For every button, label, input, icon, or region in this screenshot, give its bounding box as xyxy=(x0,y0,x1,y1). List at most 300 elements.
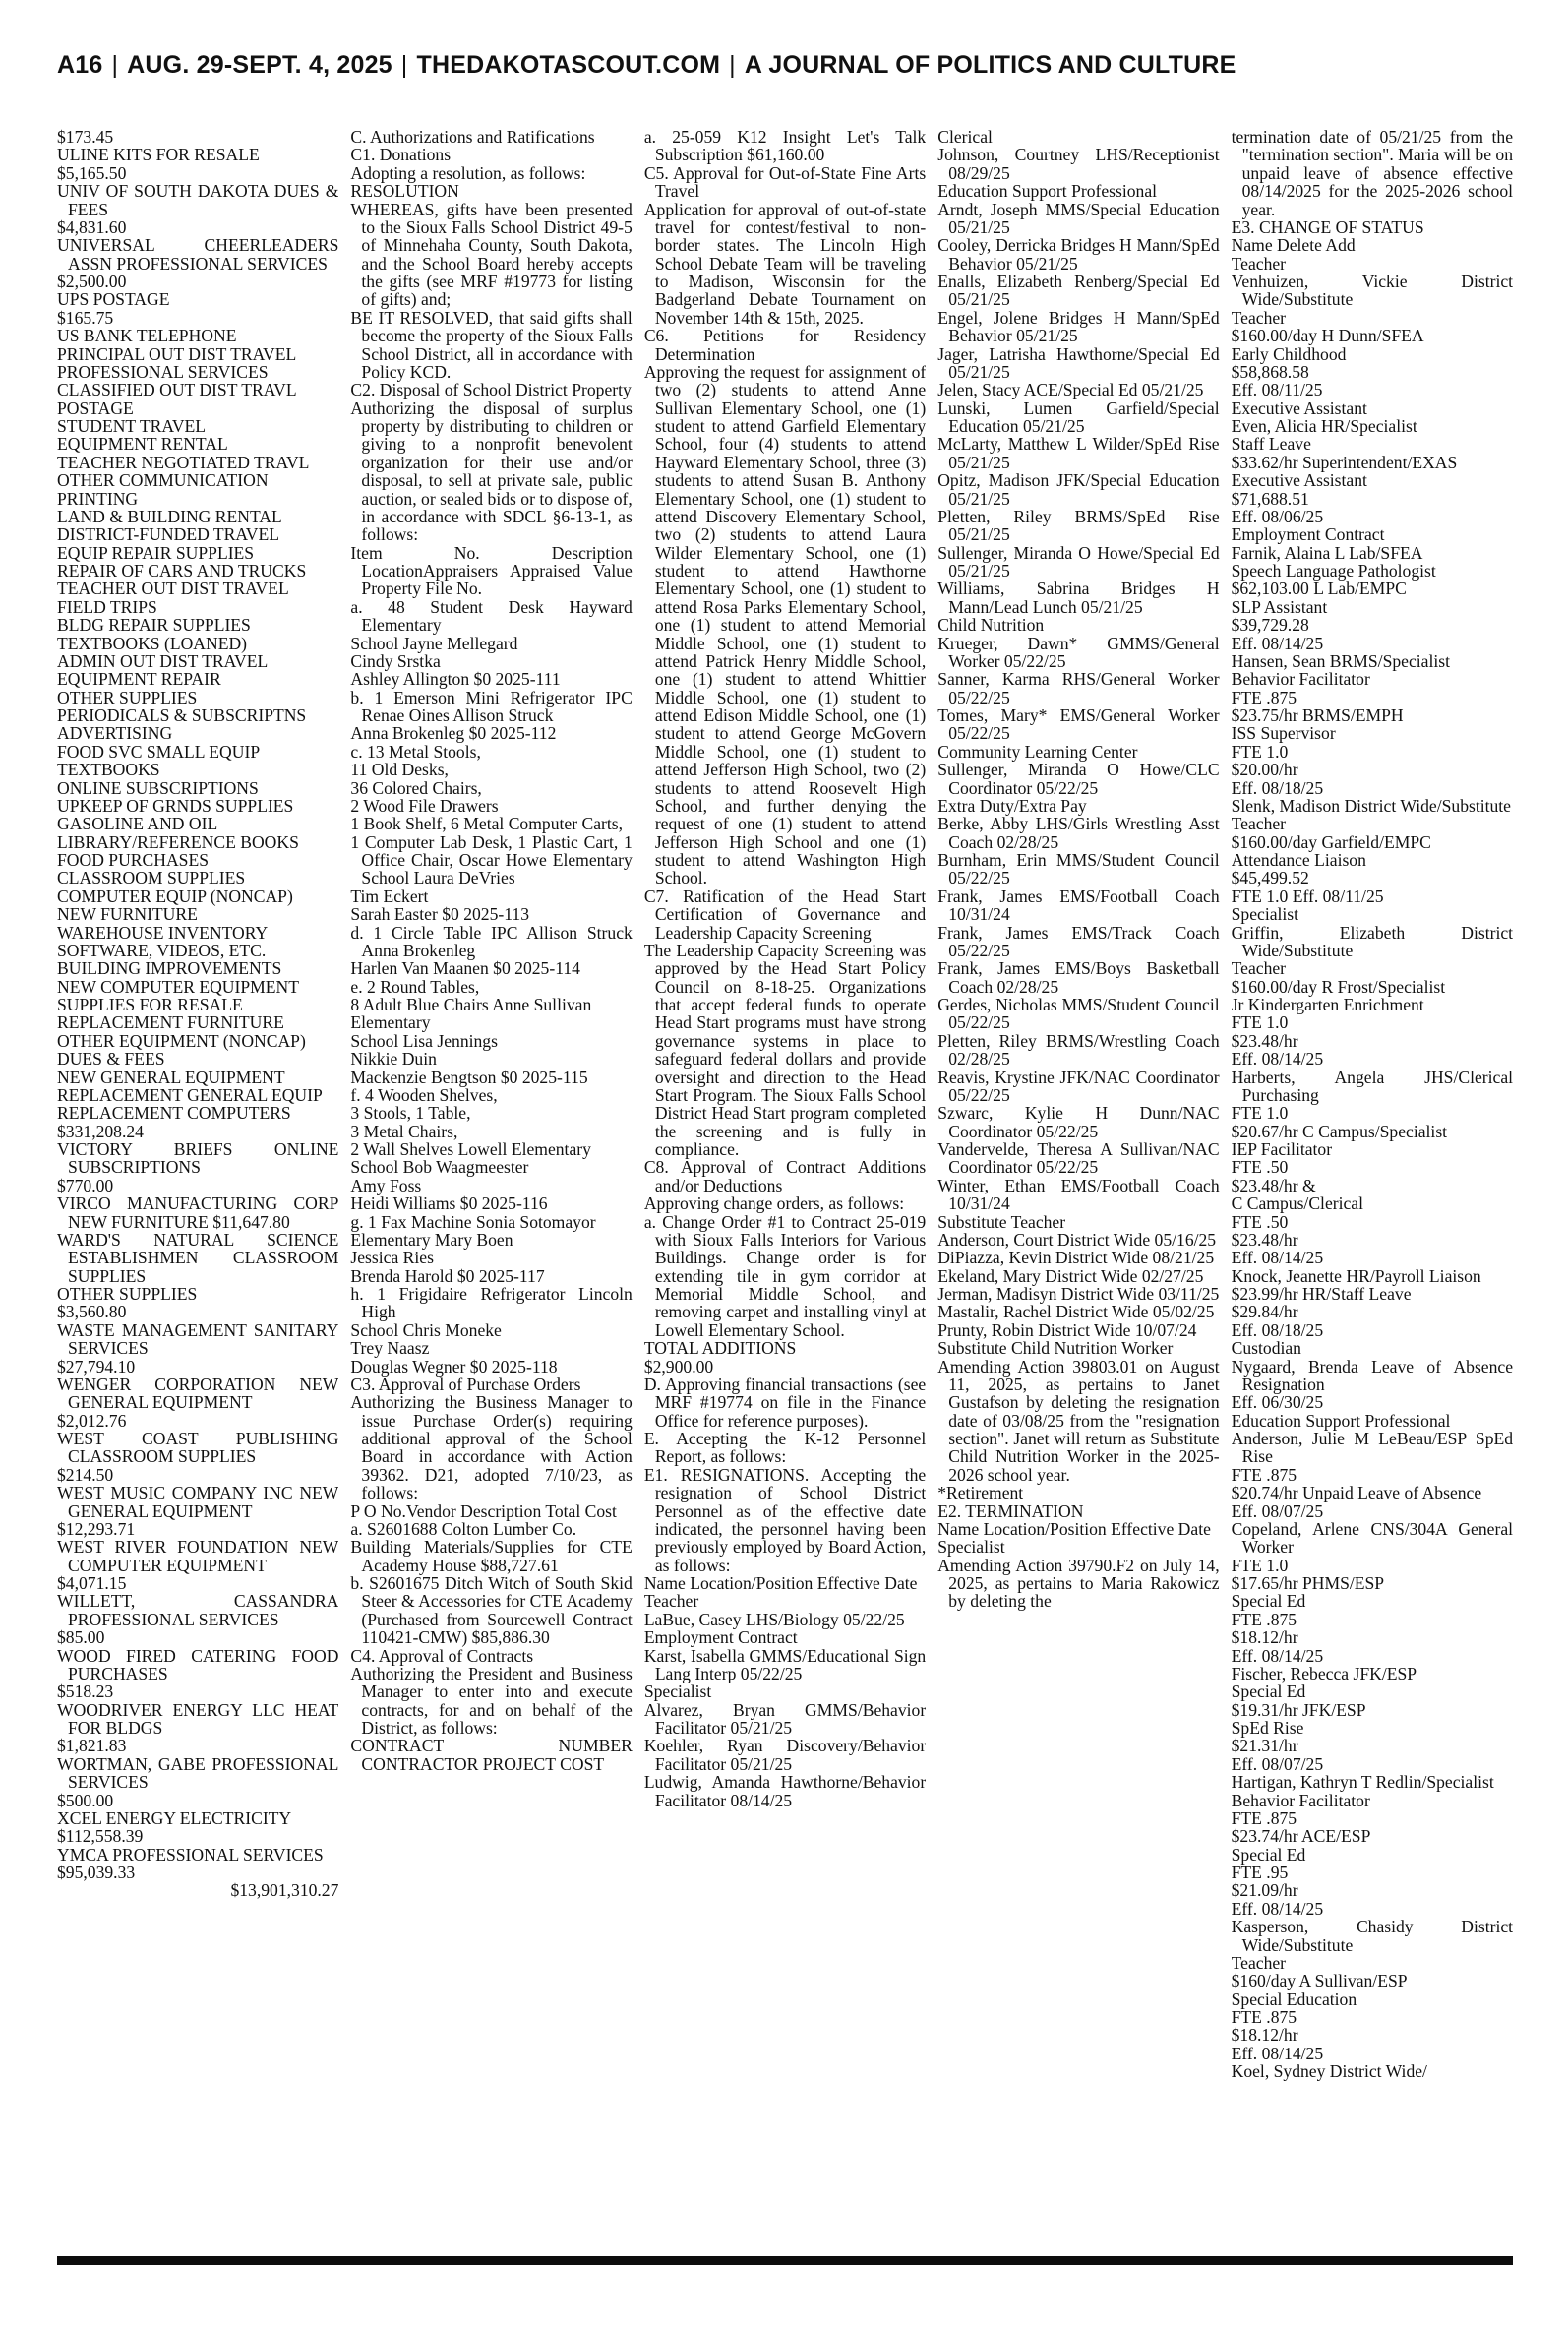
text-line: FTE .875 xyxy=(1231,687,1297,707)
text-line: UPS POSTAGE xyxy=(57,289,170,310)
text-line: Child Nutrition xyxy=(937,615,1045,636)
text-line: Griffin, Elizabeth District Wide/Substitute xyxy=(1231,922,1514,960)
text-line: b. 1 Emerson Mini Refrigerator IPC Renae Oines Allison Struck xyxy=(350,687,633,725)
text-line: Special Ed xyxy=(1231,1682,1306,1702)
text-line: Opitz, Madison JFK/Special Education 05/21/25 xyxy=(937,470,1220,509)
text-line: 3 Stools, 1 Table, xyxy=(350,1103,471,1124)
text-line: Amending Action 39803.01 on August 11, 2025, as pertains to Janet Gustafson by deleting the resignation date of 03/08/25 from the "resignation section". Janet will return as Substitute Child Nutrition Worker in the 2025-2026 school year. xyxy=(937,1356,1220,1485)
text-line: YMCA PROFESSIONAL SERVICES xyxy=(57,1844,324,1865)
text-line: School Lisa Jennings xyxy=(350,1030,498,1051)
text-line: $160.00/day H Dunn/SFEA xyxy=(1231,326,1424,346)
text-line: FTE 1.0 xyxy=(1231,1012,1289,1033)
text-line: DiPiazza, Kevin District Wide 08/21/25 xyxy=(937,1248,1215,1268)
text-line: Specialist xyxy=(1231,904,1299,925)
text-line: WENGER CORPORATION NEW GENERAL EQUIPMENT xyxy=(57,1374,339,1413)
text-line: Szwarc, Kylie H Dunn/NAC Coordinator 05/22/25 xyxy=(937,1103,1220,1141)
text-line: E. Accepting the K-12 Personnel Report, as follows: xyxy=(643,1429,927,1467)
text-line: Jager, Latrisha Hawthorne/Special Ed 05/21/25 xyxy=(937,343,1220,382)
text-line: Eff. 08/18/25 xyxy=(1231,1319,1324,1340)
text-line: Alvarez, Bryan GMMS/Behavior Facilitator 05/21/25 xyxy=(643,1699,927,1738)
text-line: $12,293.71 xyxy=(57,1518,136,1539)
text-line: School Bob Waagmeester xyxy=(350,1157,529,1178)
text-line: BE IT RESOLVED, that said gifts shall become the property of the Sioux Falls School District, all in accordance with Policy KCD. xyxy=(350,307,633,382)
text-line: Eff. 08/07/25 xyxy=(1231,1500,1324,1521)
text-line: Nikkie Duin xyxy=(350,1049,437,1070)
text-line: ULINE KITS FOR RESALE xyxy=(57,145,260,165)
text-line: $58,868.58 xyxy=(1231,361,1309,382)
page-header xyxy=(57,51,1513,83)
text-line: E2. TERMINATION xyxy=(937,1500,1084,1521)
text-line: Arndt, Joseph MMS/Special Education 05/21/25 xyxy=(937,199,1220,237)
text-line: 3 Metal Chairs, xyxy=(350,1121,458,1141)
text-line: $21.31/hr xyxy=(1231,1736,1298,1756)
site-link[interactable]: THEDAKOTASCOUT.COM xyxy=(416,51,721,79)
text-line: $173.45 xyxy=(57,128,114,147)
text-line: Ekeland, Mary District Wide 02/27/25 xyxy=(937,1265,1204,1286)
text-line: Johnson, Courtney LHS/Receptionist 08/29/25 xyxy=(937,145,1220,183)
text-line: $214.50 xyxy=(57,1464,114,1485)
text-line: $18.12/hr xyxy=(1231,1627,1298,1648)
text-line: 8 Adult Blue Chairs Anne Sullivan xyxy=(350,995,592,1014)
text-line: Specialist xyxy=(643,1682,712,1702)
text-line: Tomes, Mary* EMS/General Worker 05/22/25 xyxy=(937,705,1220,744)
text-line: C4. Approval of Contracts xyxy=(350,1645,534,1666)
text-line: Slenk, Madison District Wide/Substitute xyxy=(1231,795,1511,816)
text-line: 1 Book Shelf, 6 Metal Computer Carts, xyxy=(350,814,623,834)
text-line: C. Authorizations and Ratifications xyxy=(350,128,595,147)
text-line: $4,071.15 xyxy=(57,1573,127,1593)
text-line: c. 13 Metal Stools, xyxy=(350,741,481,762)
text-line: PROFESSIONAL SERVICES xyxy=(57,361,269,382)
text-line: d. 1 Circle Table IPC Allison Struck Anna Brokenleg xyxy=(350,922,633,960)
text-line: Vandervelde, Theresa A Sullivan/NAC Coordinator 05/22/25 xyxy=(937,1139,1220,1178)
text-line: C6. Petitions for Residency Determination xyxy=(643,326,927,364)
text-line: BUILDING IMPROVEMENTS xyxy=(57,958,282,979)
text-line: $1,821.83 xyxy=(57,1736,127,1756)
text-line: $5,165.50 xyxy=(57,162,127,183)
text-line: Authorizing the President and Business Manager to enter into and execute contracts, for and on behalf of the District, as follows: xyxy=(350,1663,633,1738)
text-line: PRINCIPAL OUT DIST TRAVEL xyxy=(57,343,297,364)
text-line: PERIODICALS & SUBSCRIPTNS xyxy=(57,705,307,725)
text-line: OTHER COMMUNICATION xyxy=(57,470,269,491)
text-line: Eff. 08/14/25 xyxy=(1231,1248,1324,1268)
text-line: $23.48/hr & xyxy=(1231,1175,1316,1195)
column-4 xyxy=(937,128,1219,2240)
text-line: P O No.Vendor Description Total Cost xyxy=(350,1500,617,1521)
text-line: Enalls, Elizabeth Renberg/Special Ed 05/21/25 xyxy=(937,272,1220,310)
text-line: Mastalir, Rachel District Wide 05/02/25 xyxy=(937,1302,1215,1322)
text-line: FTE 1.0 xyxy=(1231,1103,1289,1124)
text-line: Sullenger, Miranda O Howe/CLC Coordinator 05/22/25 xyxy=(937,760,1220,798)
text-line: g. 1 Fax Machine Sonia Sotomayor xyxy=(350,1211,596,1232)
text-line: FTE .875 xyxy=(1231,1807,1297,1828)
column-3 xyxy=(644,128,926,2240)
text-line: Trey Naasz xyxy=(350,1338,430,1359)
text-line: Burnham, Erin MMS/Student Council 05/22/25 xyxy=(937,850,1220,888)
text-line: $62,103.00 L Lab/EMPC xyxy=(1231,579,1407,599)
text-line: FTE .50 xyxy=(1231,1211,1289,1232)
text-line: Eff. 08/07/25 xyxy=(1231,1753,1324,1774)
text-line: EQUIP REPAIR SUPPLIES xyxy=(57,542,255,563)
text-line: WOOD FIRED CATERING FOOD PURCHASES xyxy=(57,1645,339,1683)
text-line: Anderson, Court District Wide 05/16/25 xyxy=(937,1229,1217,1250)
text-line: EQUIPMENT RENTAL xyxy=(57,434,228,455)
text-line: UNIVERSAL CHEERLEADERS ASSN PROFESSIONAL SERVICES xyxy=(57,235,339,274)
text-line: $17.65/hr PHMS/ESP xyxy=(1231,1573,1385,1593)
text-line: $165.75 xyxy=(57,307,114,328)
text-line: Anderson, Julie M LeBeau/ESP SpEd Rise xyxy=(1231,1429,1514,1467)
column-5 xyxy=(1232,128,1513,2240)
text-line: $18.12/hr xyxy=(1231,2025,1298,2046)
text-line: a. 48 Student Desk Hayward Elementary xyxy=(350,596,633,636)
column-1 xyxy=(57,128,338,2240)
text-line: Kasperson, Chasidy District Wide/Substitute xyxy=(1231,1917,1514,1955)
text-line: $23.48/hr xyxy=(1231,1229,1298,1250)
text-line: OTHER EQUIPMENT (NONCAP) xyxy=(57,1030,306,1051)
text-line: NEW FURNITURE xyxy=(57,904,198,925)
text-line: Special Ed xyxy=(1231,1844,1306,1865)
text-line: $160.00/day R Frost/Specialist xyxy=(1231,976,1446,997)
header-separator: | xyxy=(400,51,408,79)
text-line: Executive Assistant xyxy=(1231,470,1367,491)
text-line: Name Location/Position Effective Date xyxy=(937,1518,1211,1539)
text-line: Eff. 08/14/25 xyxy=(1231,633,1324,653)
text-line: REPAIR OF CARS AND TRUCKS xyxy=(57,561,307,581)
text-line: Frank, James EMS/Boys Basketball Coach 02/28/25 xyxy=(937,958,1220,997)
text-line: Attendance Liaison xyxy=(1231,850,1366,870)
text-line: FTE .95 xyxy=(1231,1863,1289,1882)
text-line: Hartigan, Kathryn T Redlin/Specialist xyxy=(1231,1772,1494,1793)
text-line: Frank, James EMS/Football Coach 10/31/24 xyxy=(937,886,1220,925)
text-line: $33.62/hr Superintendent/EXAS xyxy=(1231,452,1458,472)
text-line: Knock, Jeanette HR/Payroll Liaison xyxy=(1231,1265,1481,1286)
text-line: Eff. 08/14/25 xyxy=(1231,1049,1324,1070)
text-line: TEACHER NEGOTIATED TRAVL xyxy=(57,452,310,472)
text-line: Williams, Sabrina Bridges H Mann/Lead Lunch 05/21/25 xyxy=(937,579,1220,617)
text-line: Tim Eckert xyxy=(350,886,429,906)
text-line: SOFTWARE, VIDEOS, ETC. xyxy=(57,940,267,960)
text-line: NEW GENERAL EQUIPMENT xyxy=(57,1067,285,1087)
text-line: WHEREAS, gifts have been presented to the Sioux Falls School District 49-5 of Minnehaha County, South Dakota, and the School Board hereby accepts the gifts (see MRF #19773 for listing of gifts) and; xyxy=(350,199,633,310)
text-line: Krueger, Dawn* GMMS/General Worker 05/22/25 xyxy=(937,633,1220,671)
text-line: FTE 1.0 xyxy=(1231,741,1289,762)
text-line: C1. Donations xyxy=(350,145,452,165)
text-line: LaBue, Casey LHS/Biology 05/22/25 xyxy=(643,1609,905,1629)
text-line: Building Materials/Supplies for CTE Academy House $88,727.61 xyxy=(350,1537,633,1575)
text-line: $29.84/hr xyxy=(1231,1302,1298,1322)
text-line: Brenda Harold $0 2025-117 xyxy=(350,1265,545,1286)
text-line: $770.00 xyxy=(57,1175,114,1195)
text-line: $20.67/hr C Campus/Specialist xyxy=(1231,1121,1448,1141)
text-line: $23.74/hr ACE/ESP xyxy=(1231,1826,1371,1847)
text-line: FTE 1.0 Eff. 08/11/25 xyxy=(1231,886,1384,906)
text-line: 1 Computer Lab Desk, 1 Plastic Cart, 1 Office Chair, Oscar Howe Elementary School Laura DeVries xyxy=(350,831,633,888)
text-line: a. S2601688 Colton Lumber Co. xyxy=(350,1518,577,1539)
text-line: School Chris Moneke xyxy=(350,1319,502,1340)
text-line: STUDENT TRAVEL xyxy=(57,416,207,436)
text-line: Jessica Ries xyxy=(350,1248,434,1268)
text-line: Engel, Jolene Bridges H Mann/SpEd Behavior 05/21/25 xyxy=(937,307,1220,346)
text-line: Teacher xyxy=(643,1591,699,1612)
text-line: Employment Contract xyxy=(643,1627,798,1648)
text-line: E1. RESIGNATIONS. Accepting the resignation of School District Personnel as of the effective date indicated, the personnel having been previously employed by Board Action, as follows: xyxy=(643,1464,927,1575)
column-2 xyxy=(350,128,632,2240)
text-line: Eff. 08/14/25 xyxy=(1231,1645,1324,1666)
text-line: Hansen, Sean BRMS/Specialist xyxy=(1231,650,1450,671)
text-line: Even, Alicia HR/Specialist xyxy=(1231,416,1417,436)
text-line: DUES & FEES xyxy=(57,1049,165,1070)
text-line: Clerical xyxy=(937,128,993,147)
text-line: $39,729.28 xyxy=(1231,615,1309,636)
text-line: Lunski, Lumen Garfield/Special Education 05/21/25 xyxy=(937,398,1220,436)
text-line: Venhuizen, Vickie District Wide/Substitute xyxy=(1231,272,1514,310)
text-line: Harberts, Angela JHS/Clerical Purchasing xyxy=(1231,1067,1514,1105)
text-line: Item No. Description LocationAppraisers Appraised Value Property File No. xyxy=(350,542,633,599)
text-line: e. 2 Round Tables, xyxy=(350,976,480,997)
text-line: Authorizing the disposal of surplus property by distributing to children or giving to a nonprofit benevolent organization for their use and/or disposal, to sell at private sale, public auction, or sealed bids or to dispose of, in accordance with SDCL §6-13-1, as follows: xyxy=(350,398,633,545)
text-line: CLASSIFIED OUT DIST TRAVL xyxy=(57,380,297,400)
text-line: Sarah Easter $0 2025-113 xyxy=(350,904,529,925)
text-line: Adopting a resolution, as follows: xyxy=(350,162,586,183)
text-line: Teacher xyxy=(1231,814,1287,834)
text-line: Teacher xyxy=(1231,253,1287,274)
text-line: Education Support Professional xyxy=(937,181,1158,202)
text-line: $500.00 xyxy=(57,1790,114,1810)
text-line: Frank, James EMS/Track Coach 05/22/25 xyxy=(937,922,1220,960)
text-line: $23.75/hr BRMS/EMPH xyxy=(1231,705,1404,725)
text-line: IEP Facilitator xyxy=(1231,1139,1333,1159)
text-line: Jerman, Madisyn District Wide 03/11/25 xyxy=(937,1284,1220,1304)
text-line: Substitute Teacher xyxy=(937,1211,1066,1232)
text-line: FTE .50 xyxy=(1231,1157,1289,1178)
text-line: Jr Kindergarten Enrichment xyxy=(1231,995,1424,1014)
text-line: $160/day A Sullivan/ESP xyxy=(1231,1971,1408,1991)
text-line: Executive Assistant xyxy=(1231,398,1367,418)
text-line: $2,500.00 xyxy=(57,272,127,291)
text-line: POSTAGE xyxy=(57,398,134,418)
text-line: Sanner, Karma RHS/General Worker 05/22/25 xyxy=(937,669,1220,707)
text-line: h. 1 Frigidaire Refrigerator Lincoln High xyxy=(350,1284,633,1322)
text-line: Amending Action 39790.F2 on July 14, 2025, as pertains to Maria Rakowicz by deleting the xyxy=(937,1555,1220,1612)
text-line: Winter, Ethan EMS/Football Coach 10/31/24 xyxy=(937,1175,1220,1214)
text-line: WAREHOUSE INVENTORY xyxy=(57,922,269,943)
text-line: Special Ed xyxy=(1231,1591,1306,1612)
text-line: US BANK TELEPHONE xyxy=(57,326,237,346)
text-line: $27,794.10 xyxy=(57,1356,136,1377)
text-line: CLASSROOM SUPPLIES xyxy=(57,868,246,888)
text-line: $160.00/day Garfield/EMPC xyxy=(1231,831,1431,852)
text-line: TEXTBOOKS xyxy=(57,760,160,780)
text-line: Sullenger, Miranda O Howe/Special Ed 05/21/25 xyxy=(937,542,1220,581)
text-line: Name Location/Position Effective Date xyxy=(643,1573,918,1593)
bottom-rule xyxy=(57,2256,1513,2265)
text-line: FTE .875 xyxy=(1231,2007,1297,2027)
text-line: SLP Assistant xyxy=(1231,596,1328,617)
text-line: Custodian xyxy=(1231,1338,1301,1359)
text-line: Ashley Allington $0 2025-111 xyxy=(350,669,561,690)
text-line: Eff. 08/14/25 xyxy=(1231,2043,1324,2063)
text-line: Eff. 08/06/25 xyxy=(1231,506,1324,526)
text-line: Teacher xyxy=(1231,307,1287,328)
text-line: $20.00/hr xyxy=(1231,760,1298,780)
text-line: DISTRICT-FUNDED TRAVEL xyxy=(57,524,279,545)
header-separator: | xyxy=(111,51,119,79)
text-line: a. 25-059 K12 Insight Let's Talk Subscription $61,160.00 xyxy=(643,128,927,165)
text-line: Behavior Facilitator xyxy=(1231,669,1370,690)
text-line: WARD'S NATURAL SCIENCE ESTABLISHMEN CLASSROOM SUPPLIES xyxy=(57,1229,339,1286)
text-line: Employment Contract xyxy=(1231,524,1385,545)
text-line: Douglas Wegner $0 2025-118 xyxy=(350,1356,558,1377)
text-line: Fischer, Rebecca JFK/ESP xyxy=(1231,1663,1417,1683)
text-line: Karst, Isabella GMMS/Educational Sign Lang Interp 05/22/25 xyxy=(643,1645,927,1683)
text-line: b. S2601675 Ditch Witch of South Skid Steer & Accessories for CTE Academy (Purchased from Sourcewell Contract 110421-CMW) $85,886.30 xyxy=(350,1573,633,1648)
text-line: 2 Wall Shelves Lowell Elementary xyxy=(350,1139,591,1159)
text-line: School Jayne Mellegard xyxy=(350,633,518,653)
text-line: Extra Duty/Extra Pay xyxy=(937,795,1087,816)
text-line: $2,012.76 xyxy=(57,1410,127,1431)
article-columns xyxy=(57,128,1513,2240)
text-line: ADVERTISING xyxy=(57,723,173,744)
text-line: Pletten, Riley BRMS/SpEd Rise 05/21/25 xyxy=(937,506,1220,545)
text-line: Berke, Abby LHS/Girls Wrestling Asst Coach 02/28/25 xyxy=(937,814,1220,852)
text-line: Staff Leave xyxy=(1231,434,1311,455)
text-line: $21.09/hr xyxy=(1231,1880,1298,1901)
text-line: Nygaard, Brenda Leave of Absence Resignation xyxy=(1231,1356,1514,1394)
text-line: Copeland, Arlene CNS/304A General Worker xyxy=(1231,1518,1514,1558)
text-line: TEXTBOOKS (LOANED) xyxy=(57,633,248,653)
text-line: $4,831.60 xyxy=(57,216,127,237)
text-line: WEST MUSIC COMPANY INC NEW GENERAL EQUIPMENT xyxy=(57,1483,339,1521)
text-line: Special Education xyxy=(1231,1988,1357,2009)
text-line: Elementary Mary Boen xyxy=(350,1229,513,1250)
text-line: $331,208.24 xyxy=(57,1121,144,1141)
text-line: Teacher xyxy=(1231,1952,1287,1973)
text-line: Early Childhood xyxy=(1231,343,1347,364)
text-line: COMPUTER EQUIP (NONCAP) xyxy=(57,886,293,906)
text-line: Approving change orders, as follows: xyxy=(643,1193,905,1214)
text-line: $518.23 xyxy=(57,1682,114,1702)
text-line: UNIV OF SOUTH DAKOTA DUES & FEES xyxy=(57,181,339,219)
text-line: C Campus/Clerical xyxy=(1231,1193,1364,1214)
text-line: Farnik, Alaina L Lab/SFEA xyxy=(1231,542,1423,563)
text-line: $19.31/hr JFK/ESP xyxy=(1231,1699,1366,1720)
text-line: SUPPLIES FOR RESALE xyxy=(57,995,243,1014)
text-line: Education Support Professional xyxy=(1231,1410,1451,1431)
text-line: Behavior Facilitator xyxy=(1231,1790,1370,1810)
text-line: Heidi Williams $0 2025-116 xyxy=(350,1193,548,1214)
text-line: Eff. 08/14/25 xyxy=(1231,1898,1324,1919)
text-line: VICTORY BRIEFS ONLINE SUBSCRIPTIONS xyxy=(57,1139,339,1178)
text-line: D. Approving financial transactions (see MRF #19774 on file in the Finance Office for reference purposes). xyxy=(643,1374,927,1431)
text-line: ADMIN OUT DIST TRAVEL xyxy=(57,650,269,671)
text-line: C5. Approval for Out-of-State Fine Arts Travel xyxy=(643,162,927,202)
text-line: $2,900.00 xyxy=(643,1356,714,1377)
text-line: OTHER SUPPLIES xyxy=(57,1284,198,1304)
text-line: Reavis, Krystine JFK/NAC Coordinator 05/22/25 xyxy=(937,1067,1220,1105)
text-line: C8. Approval of Contract Additions and/or Deductions xyxy=(643,1157,927,1195)
text-line: Teacher xyxy=(1231,958,1287,979)
text-line: Cindy Srstka xyxy=(350,650,441,671)
text-line: Anna Brokenleg $0 2025-112 xyxy=(350,723,557,744)
text-line: Mackenzie Bengtson $0 2025-115 xyxy=(350,1067,588,1087)
text-line: Ludwig, Amanda Hawthorne/Behavior Facilitator 08/14/25 xyxy=(643,1772,927,1810)
text-line: FTE .875 xyxy=(1231,1464,1297,1485)
text-line: TEACHER OUT DIST TRAVEL xyxy=(57,579,289,599)
text-line: termination date of 05/21/25 from the "termination section". Maria will be on unpaid leave of absence effective 08/14/2025 for the 2025-2026 school year. xyxy=(1231,128,1514,219)
text-line: WORTMAN, GABE PROFESSIONAL SERVICES xyxy=(57,1753,339,1793)
text-line: ISS Supervisor xyxy=(1231,723,1336,744)
text-line: The Leadership Capacity Screening was approved by the Head Start Policy Council on 8-18-25. Organizations that accept federal funds to operate Head Start programs must have strong governance systems in place to safeguard federal dollars and provide oversight and direction to the Head Start Program. The Sioux Falls School District Head Start program completed the screening and is fully in compliance. xyxy=(643,940,927,1159)
text-line: Harlen Van Maanen $0 2025-114 xyxy=(350,958,580,979)
text-line: Koehler, Ryan Discovery/Behavior Facilitator 05/21/25 xyxy=(643,1736,927,1774)
text-line: PRINTING xyxy=(57,488,139,509)
text-line: McLarty, Matthew L Wilder/SpEd Rise 05/21/25 xyxy=(937,434,1220,472)
text-line: WEST RIVER FOUNDATION NEW COMPUTER EQUIPMENT xyxy=(57,1537,339,1575)
text-line: $85.00 xyxy=(57,1627,105,1648)
text-line: Speech Language Pathologist xyxy=(1231,561,1436,581)
text-line: 2 Wood File Drawers xyxy=(350,795,499,816)
text-line: BLDG REPAIR SUPPLIES xyxy=(57,615,251,636)
text-line: Amy Foss xyxy=(350,1175,422,1195)
text-line: Koel, Sydney District Wide/ xyxy=(1231,2061,1427,2082)
text-line: 11 Old Desks, xyxy=(350,760,449,780)
text-line: $23.48/hr xyxy=(1231,1030,1298,1051)
text-line: $13,901,310.27 xyxy=(230,1880,339,1901)
text-line: $3,560.80 xyxy=(57,1302,127,1322)
text-line: XCEL ENERGY ELECTRICITY xyxy=(57,1807,292,1828)
text-line: OTHER SUPPLIES xyxy=(57,687,198,707)
text-line: Application for approval of out-of-state travel for contest/festival to non-border states. The Lincoln High School Debate Team will be traveling to Madison, Wisconsin for the Badgerland Debate Tournament on November 14th & 15th, 2025. xyxy=(643,199,927,328)
text-line: Gerdes, Nicholas MMS/Student Council 05/22/25 xyxy=(937,995,1220,1033)
text-line: Substitute Child Nutrition Worker xyxy=(937,1338,1174,1359)
text-line: Jelen, Stacy ACE/Special Ed 05/21/25 xyxy=(937,380,1204,400)
text-line: $112,558.39 xyxy=(57,1826,144,1847)
text-line: Eff. 06/30/25 xyxy=(1231,1392,1324,1413)
tagline: A JOURNAL OF POLITICS AND CULTURE xyxy=(744,51,1236,79)
text-line: WEST COAST PUBLISHING CLASSROOM SUPPLIES xyxy=(57,1429,339,1467)
text-line: Approving the request for assignment of two (2) students to attend Anne Sullivan Elementary School, one (1) student to attend Garfield Elementary School, four (4) students to attend Hayward Elementary School, three (3) students to attend Susan B. Anthony Elementary School, one (1) student to attend Discovery Elementary School, two (2) students to attend Laura Wilder Elementary School, one (1) student to attend Hawthorne Elementary School, one (1) student to attend Rosa Parks Elementary School, one (1) student to attend Memorial Middle School, one (1) student to attend Patrick Henry Middle School, one (1) student to attend Whittier Middle School, one (1) student to attend Edison Middle School, one (1) student to attend George McGovern Middle School, one (1) student to attend Jefferson High School, two (2) students to attend Roosevelt High School, and further denying the request of one (1) student to attend Jefferson High School and one (1) student to attend Washington High School. xyxy=(643,361,927,888)
text-line: Eff. 08/18/25 xyxy=(1231,777,1324,798)
text-line: Name Delete Add xyxy=(1231,235,1356,256)
text-line: C2. Disposal of School District Property xyxy=(350,380,632,400)
text-line: REPLACEMENT GENERAL EQUIP xyxy=(57,1084,323,1105)
text-line: C7. Ratification of the Head Start Certification of Governance and Leadership Capacity Screening xyxy=(643,886,927,943)
text-line: $95,039.33 xyxy=(57,1863,136,1882)
text-line: WASTE MANAGEMENT SANITARY SERVICES xyxy=(57,1319,339,1359)
header-separator: | xyxy=(729,51,736,79)
text-line: $20.74/hr Unpaid Leave of Absence xyxy=(1231,1483,1482,1503)
text-line: UPKEEP OF GRNDS SUPPLIES xyxy=(57,795,294,816)
text-line: 36 Colored Chairs, xyxy=(350,777,482,798)
text-line: $45,499.52 xyxy=(1231,868,1309,888)
text-line: REPLACEMENT FURNITURE xyxy=(57,1012,284,1033)
text-line: Community Learning Center xyxy=(937,741,1138,762)
text-line: *Retirement xyxy=(937,1483,1024,1503)
text-line: Pletten, Riley BRMS/Wrestling Coach 02/28/25 xyxy=(937,1030,1220,1070)
text-line: f. 4 Wooden Shelves, xyxy=(350,1084,498,1105)
text-line: GASOLINE AND OIL xyxy=(57,814,218,834)
issue-date: AUG. 29-SEPT. 4, 2025 xyxy=(127,51,392,79)
text-line: FIELD TRIPS xyxy=(57,596,157,617)
text-line: RESOLUTION xyxy=(350,181,459,202)
text-line: Cooley, Derricka Bridges H Mann/SpEd Behavior 05/21/25 xyxy=(937,235,1220,274)
text-line: $23.99/hr HR/Staff Leave xyxy=(1231,1284,1412,1304)
page-number: A16 xyxy=(57,51,103,79)
text-line: EQUIPMENT REPAIR xyxy=(57,669,221,690)
text-line: E3. CHANGE OF STATUS xyxy=(1231,216,1424,237)
text-line: WILLETT, CASSANDRA PROFESSIONAL SERVICES xyxy=(57,1591,339,1629)
text-line: Elementary xyxy=(350,1012,431,1033)
